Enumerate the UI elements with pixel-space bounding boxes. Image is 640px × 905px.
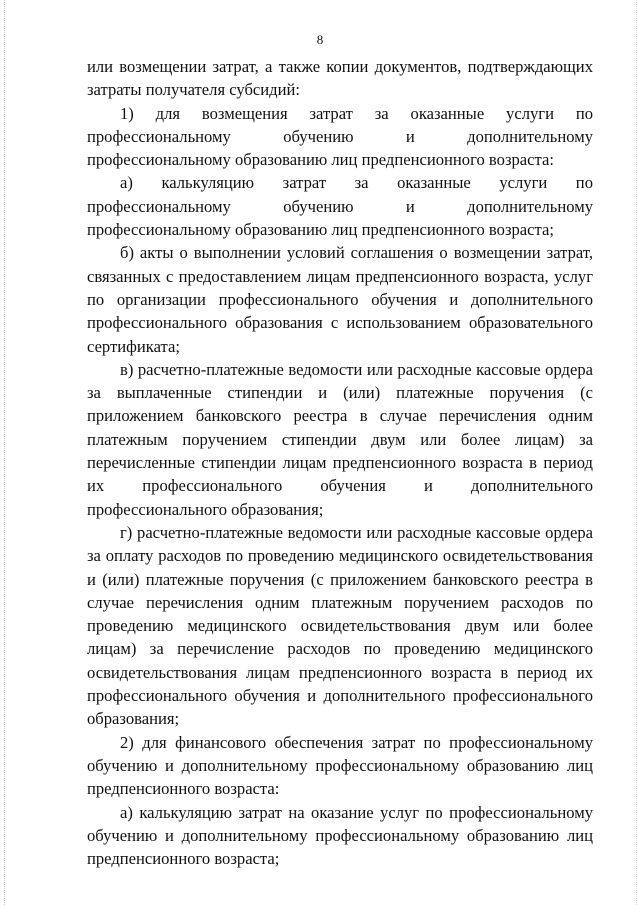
paragraph-item-1: 1) для возмещения затрат за оказанные услуги по профессиональному обучению и дополнительному профессиональному образованию лиц предпенсионного возраста:	[87, 103, 593, 170]
paragraph-item-2a: а) калькуляцию затрат на оказание услуг по профессиональному обучению и дополнительному профессиональному образованию лиц предпенсионного возраста;	[87, 802, 593, 869]
page-number: 8	[316, 32, 324, 47]
paragraph-item-1a: а) калькуляцию затрат за оказанные услуги по профессиональному обучению и дополнительному профессиональному образованию лиц предпенсионного возраста;	[87, 173, 593, 240]
scan-edge-right	[636, 0, 638, 905]
paragraph-intro: или возмещении затрат, а также копии документов, подтверждающих затраты получателя субсидий:	[87, 57, 593, 100]
paragraph-item-1g: г) расчетно-платежные ведомости или расходные кассовые ордера за оплату расходов по проведению медицинского освидетельствования и (или) платежные поручения (с приложением банковского реестра в случае перечисления одним платежным поручением расходов по проведению медицинского освидетельствования двум или более лицам) за перечисление расходов по проведению медицинского освидетельствования лицам предпенсионного возраста в период их профессионального обучения и дополнительного профессионального образования;	[87, 522, 593, 729]
scan-edge-left	[4, 0, 6, 905]
paragraph-item-1b: б) акты о выполнении условий соглашения о возмещении затрат, связанных с предоставлением лицам предпенсионного возраста, услуг по организации профессионального обучения и дополнительного профессионального образования с использованием образовательного сертификата;	[87, 243, 593, 356]
document-body	[87, 55, 593, 870]
paragraph-item-2: 2) для финансового обеспечения затрат по профессиональному обучению и дополнительному профессиональному образованию лиц предпенсионного возраста:	[87, 732, 593, 799]
paragraph-item-1v: в) расчетно-платежные ведомости или расходные кассовые ордера за выплаченные стипендии и (или) платежные поручения (с приложением банковского реестра в случае перечисления одним платежным поручением стипендии двум или более лицам) за перечисленные стипендии лицам предпенсионного возраста в период их профессионального обучения и дополнительного профессионального образования;	[87, 359, 593, 519]
